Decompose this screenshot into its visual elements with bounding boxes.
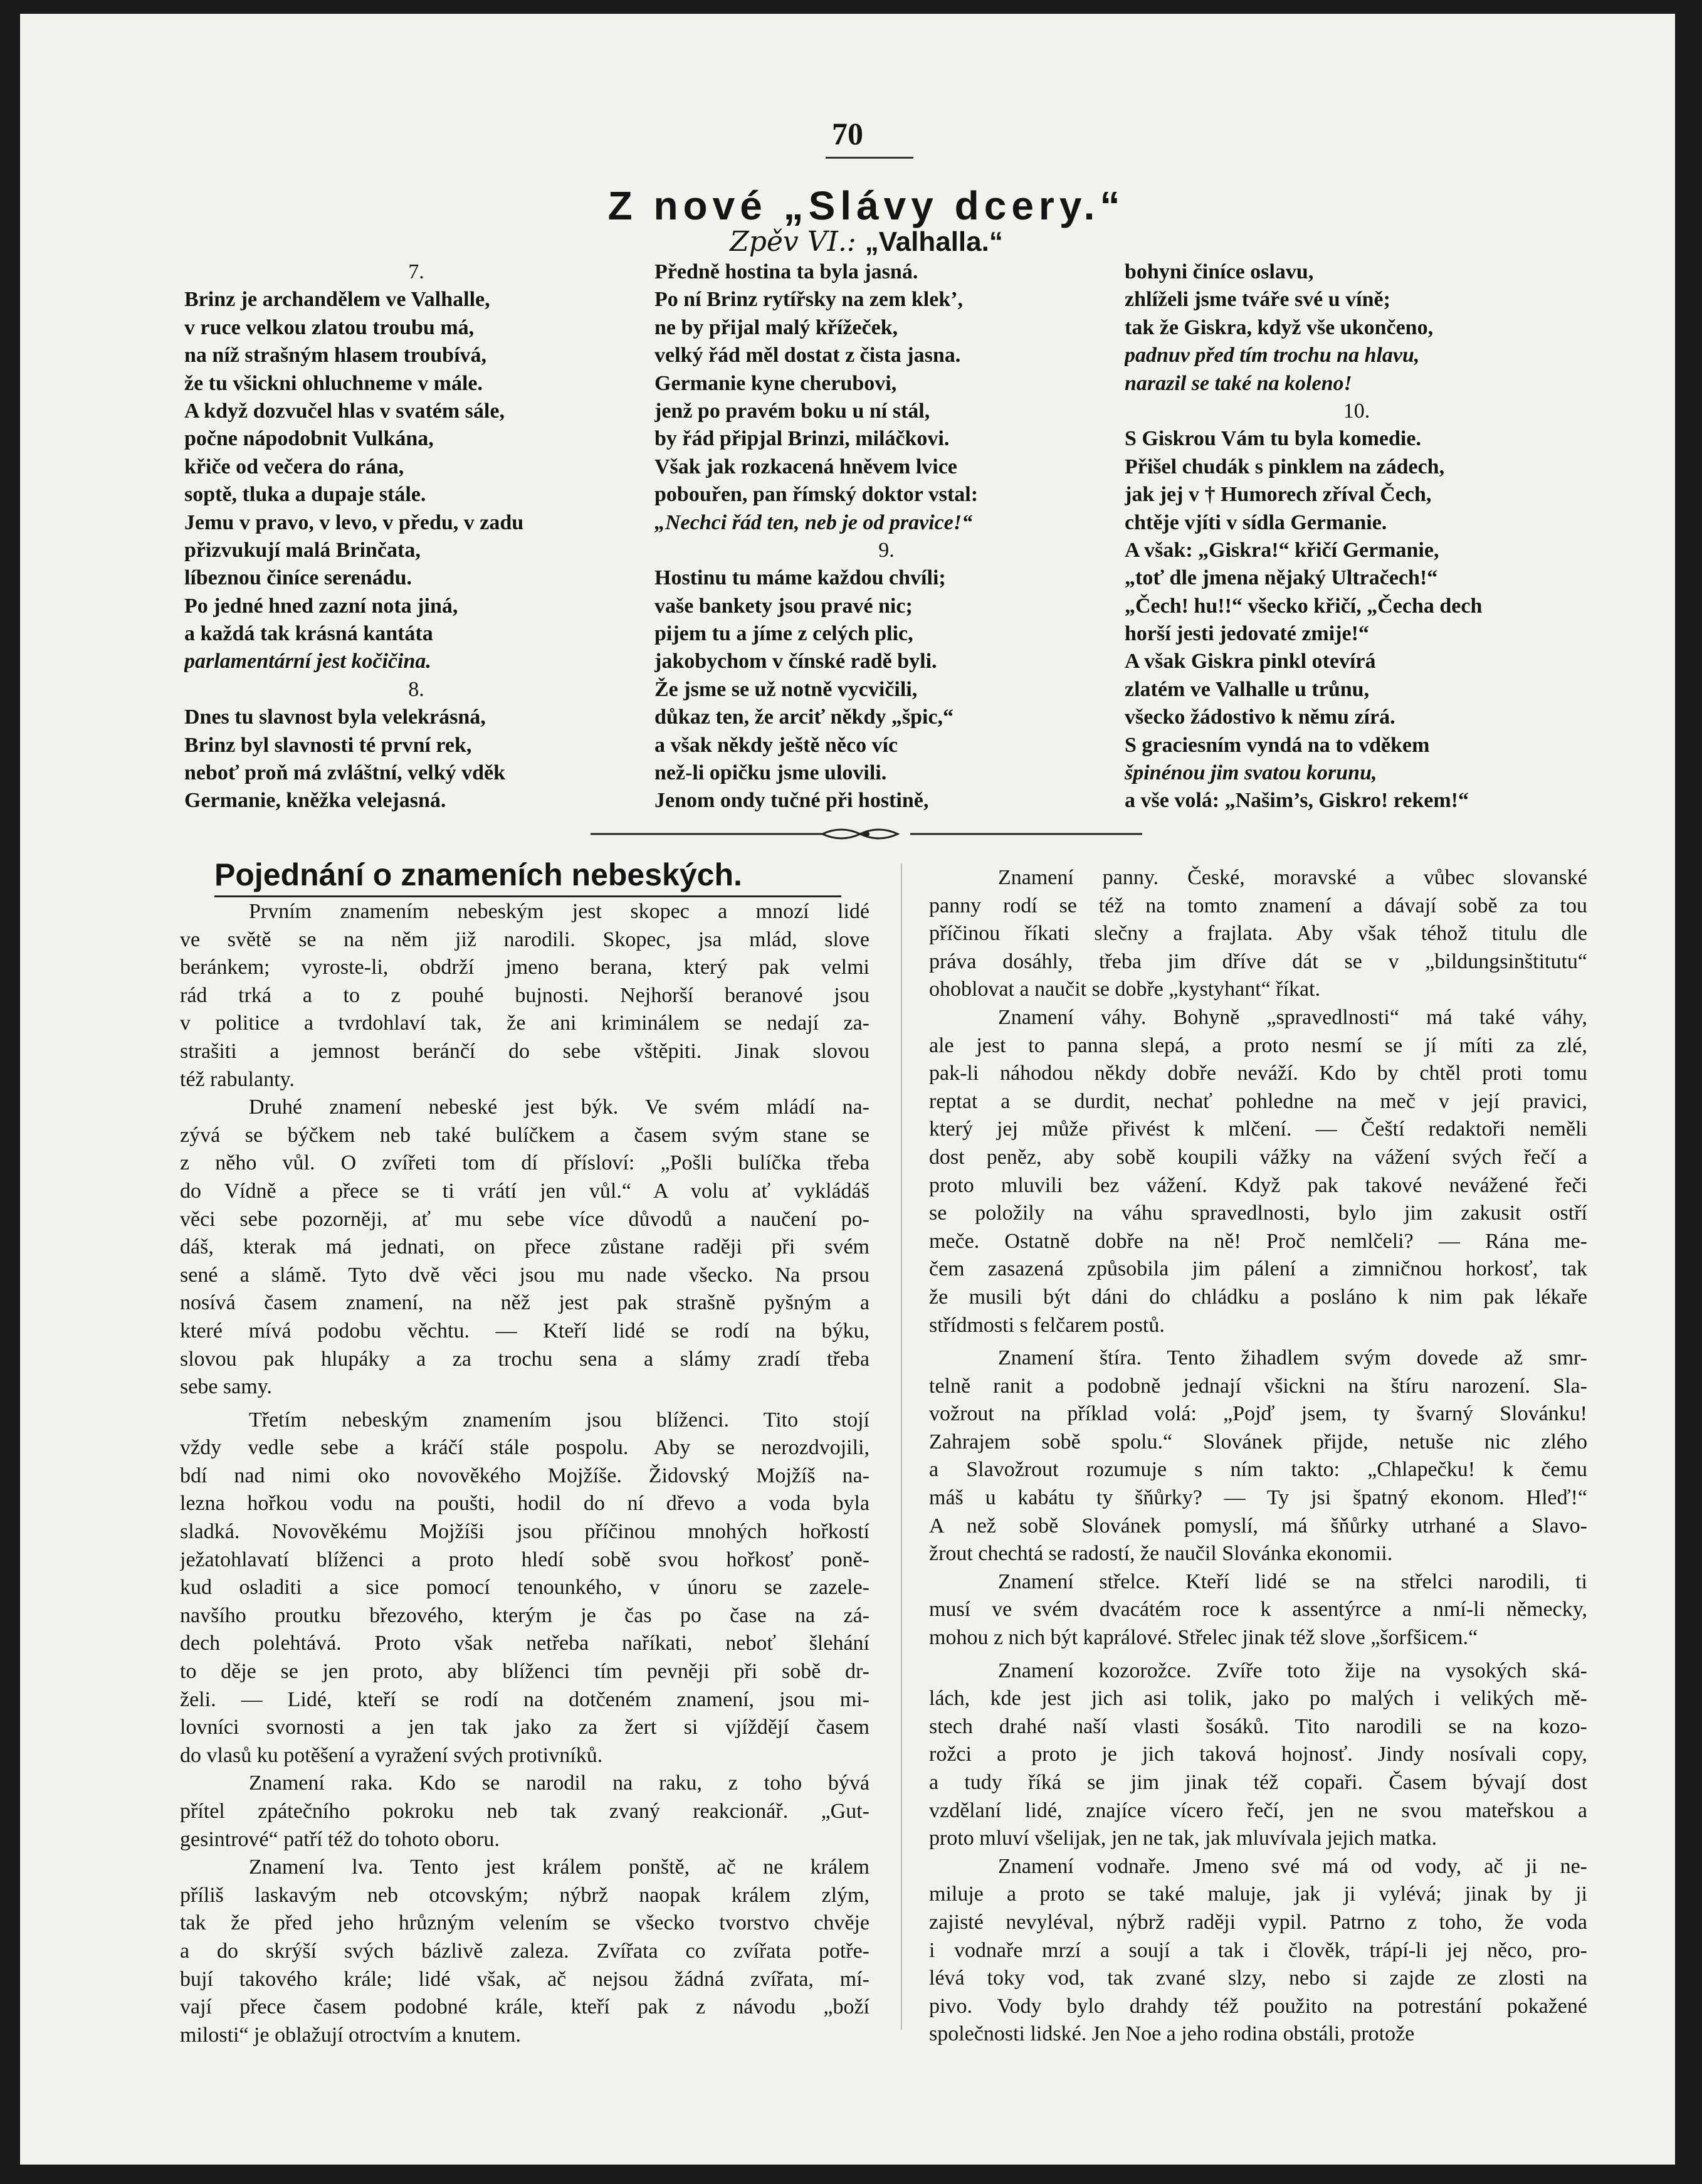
article-line: zajisté nevyléval, nýbrž raději vypil. Patrno z toho, že voda	[929, 1910, 1587, 1934]
poem-line: než-li opičku jsme ulovili.	[654, 761, 887, 785]
canto-name: „Valhalla.“	[864, 226, 1003, 257]
article-line: též rabulanty.	[180, 1067, 295, 1091]
poem-line: „toť dle jmena nějaký Ultračech!“	[1125, 566, 1438, 590]
poem-line: pobouřen, pan římský doktor vstal:	[654, 483, 979, 507]
article-line: rád trká a to z pouhé bujnosti. Nejhorší beranové jsou	[180, 983, 869, 1007]
poem-line: tak že Giskra, když vše ukončeno,	[1125, 315, 1434, 339]
article-line: práva dosáhly, třeba jim dříve dát se v „bildungsinštitutu“	[929, 949, 1587, 973]
poem-line: Po jedné hned zazní nota jiná,	[184, 594, 458, 618]
poem-line: vaše bankety jsou pravé nic;	[654, 594, 913, 618]
article-line: máš u kabátu ty šňůrky? — Ty jsi špatný ekonom. Hleď!“	[929, 1486, 1587, 1510]
article-line: kud osladiti a sice pomocí tenounkého, v únoru se zazele-	[180, 1576, 869, 1600]
poem-line: narazil se také na koleno!	[1125, 371, 1352, 395]
article-line: přítel zpátečního pokroku neb tak zvaný reakcionář. „Gut-	[180, 1800, 869, 1823]
poem-line: Hostinu tu máme každou chvíli;	[654, 566, 946, 590]
article-line: navšího proutku březového, kterým je čas po čase na zá-	[180, 1603, 869, 1627]
poem-line: Dnes tu slavnost byla velekrásná,	[184, 705, 486, 729]
poem-title: Z nové „Slávy dcery.“	[607, 183, 1125, 228]
article-line: zývá se býčkem neb také bulíčkem a časem svým stane se	[180, 1123, 869, 1147]
article-line: které mívá podobu věchtu. — Kteří lidé se rodí na býku,	[180, 1319, 869, 1343]
poem-subtitle	[584, 226, 1148, 258]
article-line: Znamení váhy. Bohyně „spravedlnosti“ má také váhy,	[998, 1005, 1587, 1029]
article-line: pak-li náhodou někdy dobře neváží. Kdo by chtěl proti tomu	[929, 1062, 1587, 1085]
article-line: lezna hořkou vodu na poušti, hodil do ní dřevo a voda byla	[180, 1492, 869, 1516]
poem-line: jak jej v † Humorech zříval Čech,	[1125, 483, 1432, 507]
poem-line: Brinz byl slavnosti té první rek,	[184, 733, 472, 757]
article-line: žrout chechtá se radostí, že naučil Slovánka ekonomii.	[929, 1542, 1393, 1566]
newspaper-page	[20, 14, 1675, 2165]
article-line: společnosti lidské. Jen Noe a jeho rodina obstáli, protože	[929, 2022, 1415, 2046]
poem-column-1	[184, 258, 648, 815]
article-line: čem zasazená způsobila jim pálení a zimničnou horkosť, tak	[929, 1257, 1587, 1281]
poem-line: zlatém ve Valhalle u trůnu,	[1125, 677, 1370, 701]
article-line: Třetím nebeským znamením jsou blíženci. Tito stojí	[249, 1408, 869, 1432]
article-line: v politice a tvrdohlaví tak, že ani kriminálem se nedají za-	[180, 1011, 869, 1035]
ornament-divider	[584, 823, 1148, 848]
article-line: reptat a se durdit, nechať pohledne na meč v její pravici,	[929, 1089, 1587, 1113]
poem-line: Jemu v pravo, v levo, v předu, v zadu	[184, 510, 524, 534]
poem-line: S Giskrou Vám tu byla komedie.	[1125, 427, 1421, 451]
article-line: dost peněz, aby sobě koupili vážky na vážení svých řečí a	[929, 1145, 1587, 1169]
article-line: střídmosti s felčarem postů.	[929, 1313, 1165, 1337]
article-line: vají přece časem podobné krále, kteří pak z návodu „boží	[180, 1995, 869, 2019]
article-line: nosívá časem znamení, na něž jest pak strašně pyšným a	[180, 1291, 869, 1315]
article-line: se položily na váhu spravedlnosti, bylo jim zakusit ostří	[929, 1201, 1587, 1225]
article-line: slovou pak hlupáky a za trochu sena a slámy zradí třeba	[180, 1347, 869, 1371]
poem-line: v ruce velkou zlatou troubu má,	[184, 315, 475, 339]
poem-line: že tu všickni ohluchneme v mále.	[184, 371, 483, 395]
stanza-number: 7.	[408, 260, 424, 283]
article-line: ve světě se na něm již narodili. Skopec, jsa mlád, slove	[180, 927, 869, 951]
article-line: mohou z nich být kaprálové. Střelec jinak též slove „šorfšicem.“	[929, 1626, 1478, 1650]
article-line: vožrout na příklad volá: „Pojď jsem, ty švarný Slovánku!	[929, 1402, 1587, 1426]
poem-line: neboť proň má zvláštní, velký vděk	[184, 761, 506, 785]
poem-line: Brinz je archandělem ve Valhalle,	[184, 288, 490, 312]
poem-line: Germanie, kněžka velejasná.	[184, 789, 446, 813]
poem-line: zhlíželi jsme tváře své u víně;	[1125, 288, 1390, 312]
page-number: 70	[832, 116, 863, 151]
canto-label: Zpěv VI.:	[730, 226, 856, 258]
article-line: dáš, kterak má jednati, on přece zůstane raději při svém	[180, 1235, 869, 1259]
poem-line: na níž strašným hlasem troubívá,	[184, 344, 487, 367]
poem-line: parlamentární jest kočičina.	[184, 650, 431, 673]
poem-line: padnuv před tím trochu na hlavu,	[1125, 344, 1420, 367]
stanza-number: 8.	[408, 677, 424, 701]
poem-line: Jenom ondy tučné při hostině,	[654, 789, 929, 813]
article-line: telně ranit a podobně jednají všickni na štíru narození. Sla-	[929, 1374, 1587, 1398]
article-line: Prvním znamením nebeským jest skopec a mnozí lidé	[249, 900, 869, 923]
article-line: do vlasů ku potěšení a vyražení svých protivníků.	[180, 1743, 603, 1767]
article-line: věci sebe pozorněji, ať mu sebe více důvodů a naučení po-	[180, 1207, 869, 1231]
poem-line: Po ní Brinz rytířsky na zem klek’,	[654, 288, 964, 312]
article-line: rožci a proto je jich taková hojnosť. Jindy nosívali copy,	[929, 1743, 1587, 1766]
article-line: Znamení vodnaře. Jmeno své má od vody, ač ji ne-	[998, 1854, 1587, 1878]
article-line: stech drahé naší vlasti šosáků. Tito narodili se na kozo-	[929, 1714, 1587, 1738]
poem-line: by řád připjal Brinzi, miláčkovi.	[654, 427, 950, 451]
poem-line: a vše volá: „Našim’s, Giskro! rekem!“	[1125, 789, 1469, 813]
article-line: pivo. Vody bylo drahdy též použito na potrestání pokažené	[929, 1994, 1587, 2018]
article-line: proto mluví všelijak, jen ne tak, jak mluvívala jejich matka.	[929, 1827, 1437, 1850]
article-line: Znamení raka. Kdo se narodil na raku, z toho bývá	[249, 1771, 869, 1795]
article-line: a Slavožrout rozumuje s ním takto: „Chlapečku! k čemu	[929, 1458, 1587, 1482]
poem-line: a každá tak krásná kantáta	[184, 622, 433, 646]
poem-line: špinénou jim svatou korunu,	[1125, 761, 1377, 785]
poem-line: velký řád měl dostat z čista jasna.	[654, 344, 961, 367]
poem-line: A když dozvučel hlas v svatém sále,	[184, 399, 505, 423]
article-line: vždy vedle sebe a kráčí stále pospolu. Aby se nerozdvojili,	[180, 1436, 869, 1460]
article-line: i vodnaře mrzí a soují a tak i člověk, trápí-li jej něco, pro-	[929, 1938, 1587, 1962]
stanza-number: 10.	[1343, 399, 1370, 423]
poem-line: „Nechci řád ten, neb je od pravice!“	[654, 510, 973, 534]
article-line: ohoblovat a naučit se dobře „kystyhant“ říkat.	[929, 978, 1321, 1001]
article-line: musí ve svém dvacátém roce k assentýrce a nmí-li německy,	[929, 1598, 1587, 1622]
poem-line: horší jesti jedovaté zmije!“	[1125, 622, 1369, 646]
article-line: z něho vůl. O zvířeti tom dí přísloví: „Pošli bulíčka třeba	[180, 1151, 869, 1175]
article-line: bují takového krále; lidé však, ač nejsou žádná zvířata, mí-	[180, 1967, 869, 1991]
article-heading: Pojednání o znameních nebeských.	[214, 857, 742, 892]
poem-column-2	[654, 258, 1118, 815]
article-line: lovníci svornosti a jen tak jako za žert si vjíždějí časem	[180, 1716, 869, 1739]
article-line: do Vídně a přece se ti vrátí jen vůl.“ A volu ať vykládáš	[180, 1179, 869, 1203]
article-column-left	[180, 898, 869, 2049]
article-line: beránkem; vyroste-li, obdrží jmeno berana, který pak velmi	[180, 956, 869, 979]
poem-line: „Čech! hu!!“ všecko křičí, „Čecha dech	[1125, 594, 1483, 618]
poem-line: S graciesním vyndá na to vděkem	[1125, 733, 1430, 757]
article-line: to děje se jen proto, aby blíženci tím pevněji při sobě dr-	[180, 1660, 869, 1684]
page-number-rule	[826, 157, 913, 159]
article-line: že musili být dáni do chládku a posláno k nim pak lékaře	[929, 1285, 1587, 1309]
article-line: Znamení lva. Tento jest králem ponště, ač ne králem	[249, 1855, 869, 1879]
article-line: a tudy říká se jim jinak též copaři. Časem bývají dost	[929, 1771, 1587, 1794]
poem-column-3	[1125, 258, 1589, 815]
poem-line: počne nápodobnit Vulkána,	[184, 427, 434, 451]
article-line: který jej může přivést k mlčení. — Čeští redaktoři neměli	[929, 1117, 1587, 1141]
poem-line: pijem tu a jíme z celých plic,	[654, 622, 913, 646]
article-line: meče. Ostatně dobře na ně! Proč nemlčeli? — Rána me-	[929, 1229, 1587, 1253]
poem-line: křiče od večera do rána,	[184, 455, 404, 478]
poem-line: ne by přijal malý křížeček,	[654, 315, 898, 339]
article-line: Druhé znamení nebeské jest býk. Ve svém mládí na-	[249, 1095, 869, 1119]
poem-line: chtěje vjíti v sídla Germanie.	[1125, 510, 1387, 534]
poem-line: A však: „Giskra!“ křičí Germanie,	[1125, 538, 1439, 562]
poem-line: Předně hostina ta byla jasná.	[654, 260, 918, 283]
poem-line: důkaz ten, že arciť někdy „špic,“	[654, 705, 954, 729]
article-line: želi. — Lidé, kteří se rodí na dotčeném znamení, jsou mi-	[180, 1687, 869, 1711]
article-line: bdí nad nimi oko novověkého Mojžíše. Židovský Mojžíš na-	[180, 1464, 869, 1487]
poem-line: přizvukují malá Brinčata,	[184, 538, 421, 562]
article-line: sené a slámě. Tyto dvě věci jsou mu nade všecko. Na prsou	[180, 1263, 869, 1287]
article-column-right	[929, 864, 1587, 2049]
article-line: panny rodí se též na tomto znamení a dávají sobě za tou	[929, 894, 1587, 917]
article-heading-rule	[214, 895, 841, 897]
article-line: Znamení panny. České, moravské a vůbec slovanské	[998, 866, 1587, 889]
article-line: sebe samy.	[180, 1375, 272, 1399]
poem-line: líbeznou činíce serenádu.	[184, 566, 412, 590]
article-line: a do skrýší svých bázlivě zaleza. Zvířata co zvířata potře-	[180, 1939, 869, 1963]
article-line: sladká. Novověkému Mojžíši jsou příčinou mnohých hořkostí	[180, 1520, 869, 1544]
article-line: Znamení kozorožce. Zvíře toto žije na vysokých ská-	[998, 1659, 1587, 1682]
article-line: tak že před jeho hrůzným velením se všecko tvorstvo chvěje	[180, 1911, 869, 1935]
poem-line: Však jak rozkacená hněvem lvice	[654, 455, 957, 478]
poem-line: jakobychom v čínské radě byli.	[654, 650, 937, 673]
poem-line: bohyni činíce oslavu,	[1125, 260, 1314, 283]
poem-line: jenž po pravém boku u ní stál,	[654, 399, 930, 423]
article-line: strašiti a jemnost beránčí do sebe vštěpiti. Jinak slovou	[180, 1039, 869, 1063]
article-line: ježatohlavatí blíženci a proto hledí sobě svou hořkosť poně-	[180, 1548, 869, 1571]
article-line: Znamení štíra. Tento žihadlem svým dovede až smr-	[998, 1346, 1587, 1370]
article-line: gesintrové“ patří též do tohoto oboru.	[180, 1827, 500, 1851]
poem-line: a však někdy ještě něco víc	[654, 733, 898, 757]
article-line: lách, kde jest jich asi tolik, jako po malých i velikých mě-	[929, 1687, 1587, 1711]
article-line: lévá toky vod, tak zvané slzy, nebo si zajde ze zlosti na	[929, 1966, 1587, 1990]
article-line: proto mluvili bez vážení. Když pak takové nevážené řeči	[929, 1173, 1587, 1197]
poem-line: soptě, tluka a dupaje stále.	[184, 483, 426, 507]
poem-line: všecko žádostivo k němu zírá.	[1125, 705, 1395, 729]
poem-line: A však Giskra pinkl otevírá	[1125, 650, 1376, 673]
stanza-number: 9.	[878, 538, 895, 562]
article-line: miluje a proto se také maluje, jak ji vylévá; jinak by ji	[929, 1882, 1587, 1906]
article-line: Znamení střelce. Kteří lidé se na střelci narodili, ti	[998, 1569, 1587, 1593]
column-rule	[901, 863, 902, 2030]
poem-line: Že jsme se už notně vycvičili,	[654, 677, 918, 701]
article-line: dech polehtává. Proto však netřeba naříkati, neboť šlehání	[180, 1632, 869, 1655]
poem-line: Germanie kyne cherubovi,	[654, 371, 897, 395]
article-line: Zahrajem sobě spolu.“ Slovánek přijde, netuše nic zlého	[929, 1430, 1587, 1453]
article-line: ale jest to panna slepá, a proto nesmí se jí míti za zlé,	[929, 1033, 1587, 1057]
article-line: příliš laskavým neb otcovským; nýbrž naopak králem zlým,	[180, 1883, 869, 1907]
article-line: milosti“ je oblažují otroctvím a knutem.	[180, 2023, 521, 2047]
article-line: příčinou říkati slečny a frajlata. Aby však téhož titulu dle	[929, 922, 1587, 946]
article-line: A než sobě Slovánek pomyslí, má šňůrky utrhané a Slavo-	[929, 1514, 1587, 1538]
poem-line: Přišel chudák s pinklem na zádech,	[1125, 455, 1445, 478]
article-line: vzdělaní lidé, znajíce vícero řečí, jen ne svou mateřskou a	[929, 1798, 1587, 1822]
